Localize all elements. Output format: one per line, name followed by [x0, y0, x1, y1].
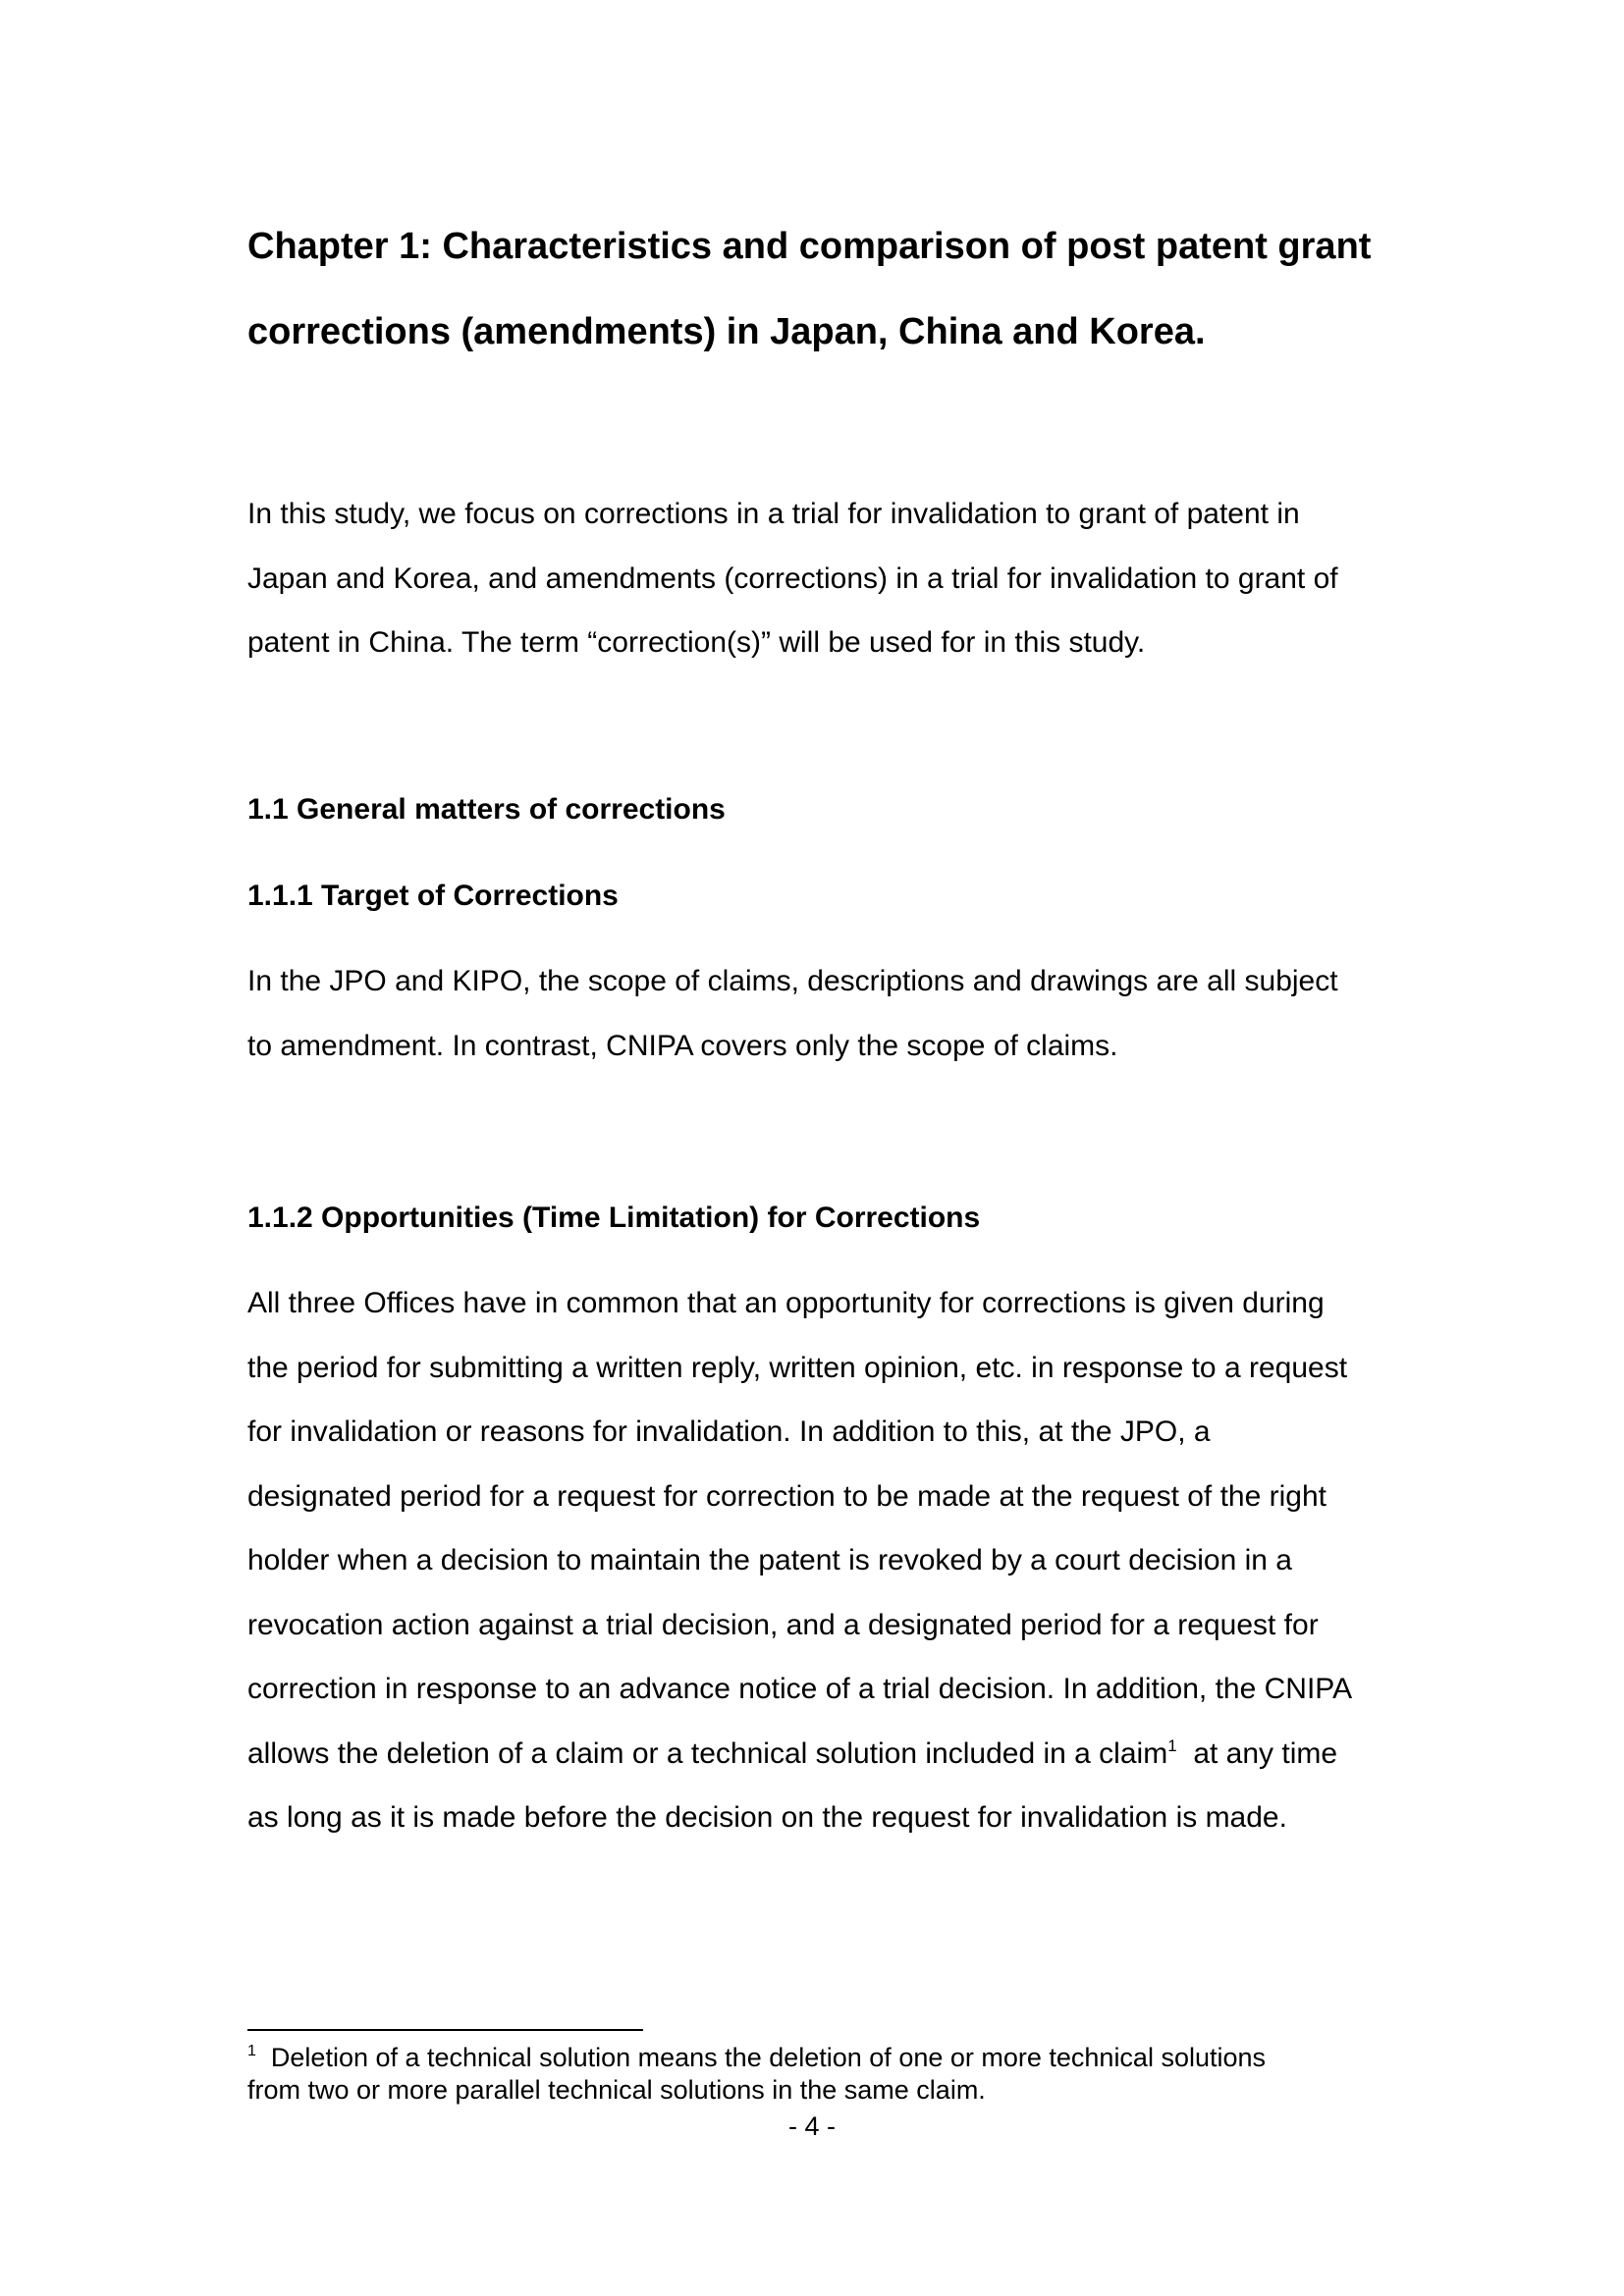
footnote-line: from two or more parallel technical solutions in the same claim. — [247, 2075, 986, 2105]
paragraph-line: revocation action against a trial decision, and a designated period for a request for — [247, 1608, 1319, 1641]
footnote-text: Deletion of a technical solution means the deletion of one or more technical solutions — [255, 2043, 1267, 2072]
chapter-title — [247, 204, 1435, 375]
chapter-title-line: corrections (amendments) in Japan, China and Korea. — [247, 311, 1206, 352]
footnote — [247, 2042, 1426, 2107]
paragraph-line — [247, 1722, 1406, 1787]
intro-paragraph — [247, 482, 1406, 675]
opportunities-paragraph — [247, 1271, 1406, 1850]
paragraph-line: for invalidation or reasons for invalidation. In addition to this, at the JPO, a — [247, 1415, 1211, 1448]
paragraph-line: holder when a decision to maintain the patent is revoked by a court decision in a — [247, 1544, 1292, 1576]
paragraph-text: at any time — [1176, 1736, 1338, 1770]
paragraph-line: patent in China. The term “correction(s)” will be used for in this study. — [247, 626, 1146, 659]
paragraph-line: the period for submitting a written reply, written opinion, etc. in response to a request — [247, 1351, 1348, 1384]
chapter-title-line: Chapter 1: Characteristics and comparison of post patent grant — [247, 226, 1372, 267]
footnote-reference[interactable]: 1 — [1167, 1735, 1177, 1755]
paragraph-line: to amendment. In contrast, CNIPA covers only the scope of claims. — [247, 1029, 1118, 1062]
paragraph-line: correction in response to an advance notice of a trial decision. In addition, the CNIPA — [247, 1673, 1353, 1705]
footnote-marker: 1 — [247, 2043, 256, 2059]
paragraph-line: In the JPO and KIPO, the scope of claims, descriptions and drawings are all subject — [247, 965, 1338, 997]
paragraph-line: All three Offices have in common that an opportunity for corrections is given during — [247, 1287, 1325, 1319]
section-heading-1-1-2: 1.1.2 Opportunities (Time Limitation) for Corrections — [247, 1201, 981, 1234]
paragraph-line: Japan and Korea, and amendments (corrections) in a trial for invalidation to grant of — [247, 561, 1338, 595]
footnote-separator — [247, 2029, 643, 2031]
paragraph-line: designated period for a request for correction to be made at the request of the right — [247, 1479, 1326, 1513]
paragraph-line: In this study, we focus on corrections in a trial for invalidation to grant of patent in — [247, 498, 1300, 530]
target-of-corrections-paragraph — [247, 949, 1406, 1078]
section-heading-1-1: 1.1 General matters of corrections — [247, 793, 726, 826]
page-number: - 4 - — [787, 2111, 836, 2141]
footnote-line — [247, 2042, 1426, 2074]
paragraph-line: as long as it is made before the decision on the request for invalidation is made. — [247, 1801, 1287, 1834]
section-heading-1-1-1: 1.1.1 Target of Corrections — [247, 880, 619, 912]
paragraph-text: allows the deletion of a claim or a technical solution included in a claim — [247, 1736, 1168, 1770]
